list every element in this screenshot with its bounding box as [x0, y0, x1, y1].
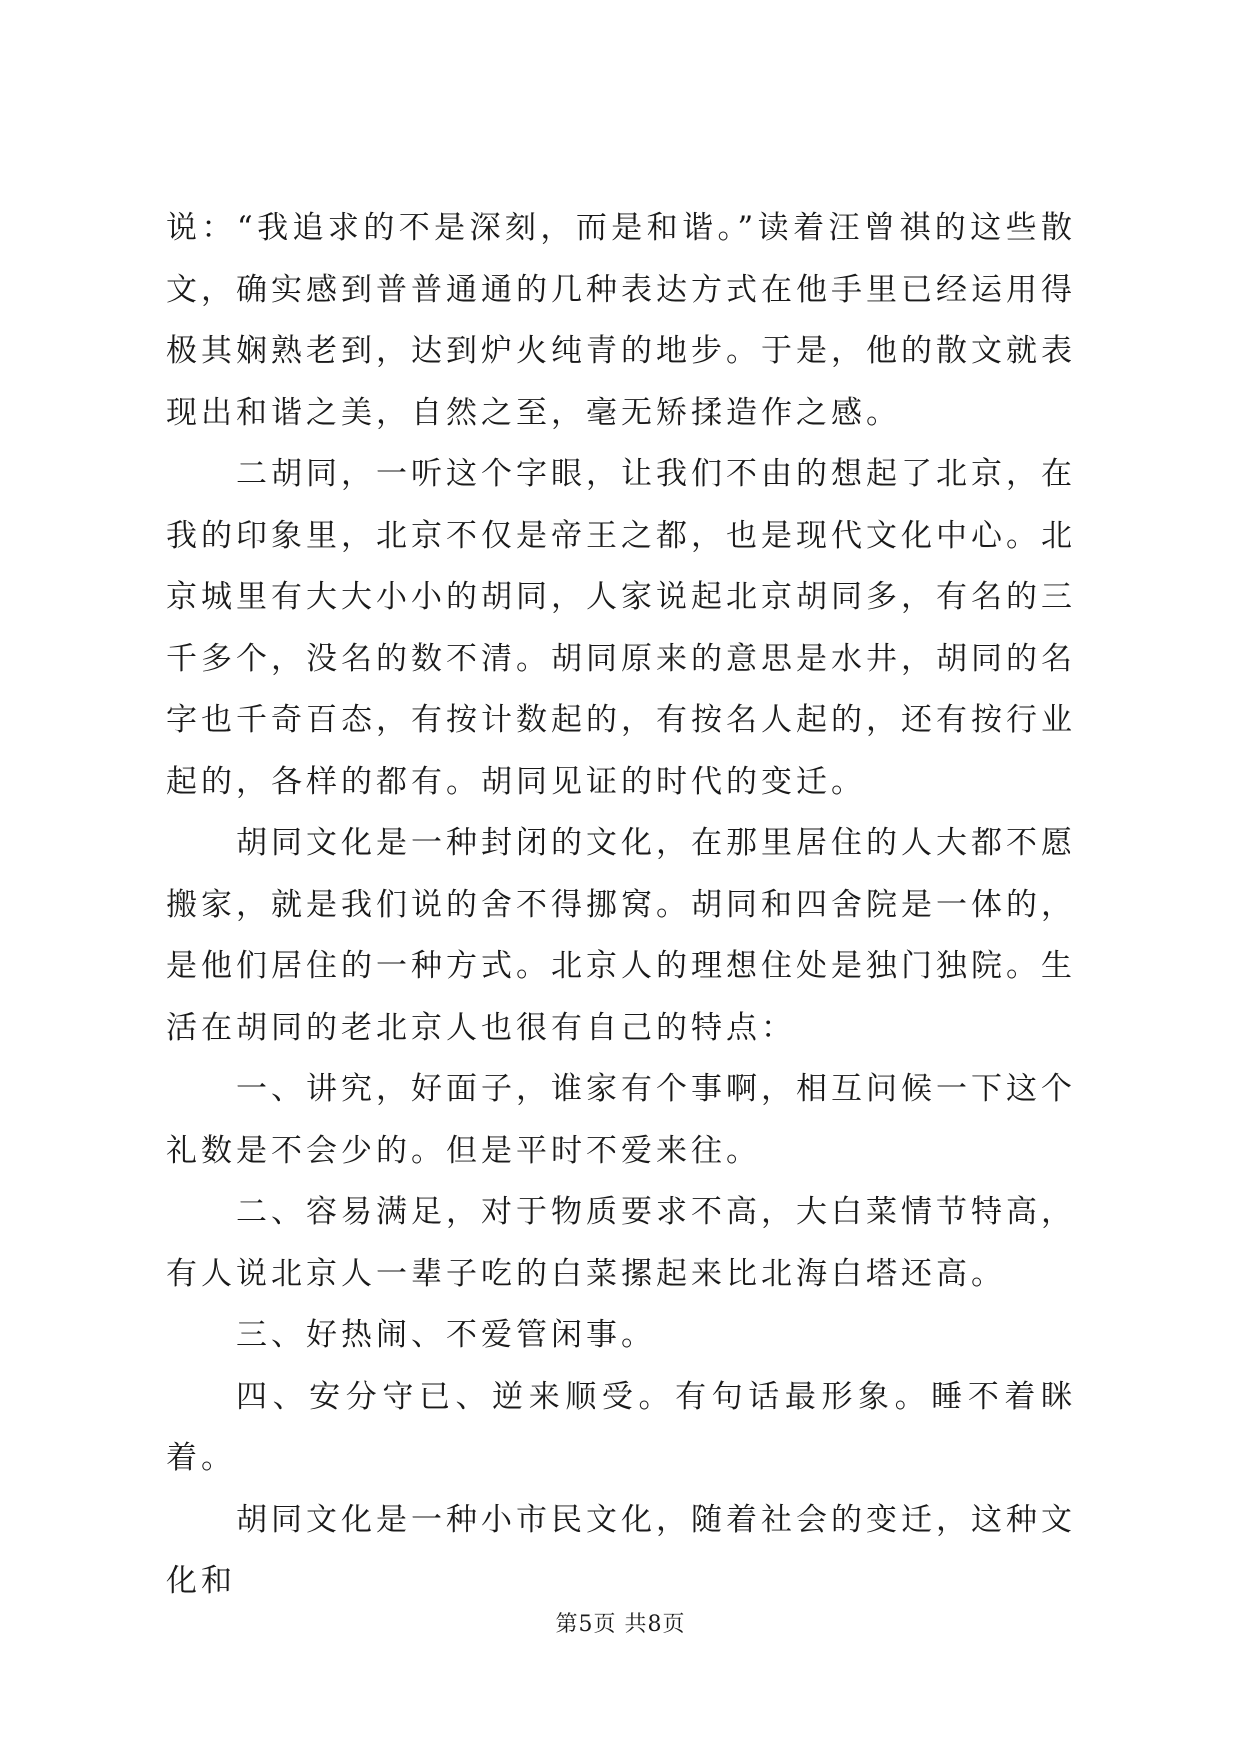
paragraph-1: 说：“我追求的不是深刻，而是和谐。”读着汪曾祺的这些散文，确实感到普普通通的几种表达方式在他手里已经运用得极其娴熟老到，达到炉火纯青的地步。于是，他的散文就表现出和谐之美，自然之至，毫无矫揉造作之感。 [166, 210, 1076, 431]
paragraph-3: 胡同文化是一种封闭的文化，在那里居住的人大都不愿搬家，就是我们说的舍不得挪窝。胡同和四舍院是一体的，是他们居住的一种方式。北京人的理想住处是独门独院。生活在胡同的老北京人也很有自己的特点： [166, 825, 1076, 1046]
paragraph-5: 二、容易满足，对于物质要求不高，大白菜情节特高，有人说北京人一辈子吃的白菜摞起来比北海白塔还高。 [166, 1194, 1076, 1292]
paragraph-2: 二胡同，一听这个字眼，让我们不由的想起了北京，在我的印象里，北京不仅是帝王之都，也是现代文化中心。北京城里有大大小小的胡同，人家说起北京胡同多，有名的三千多个，没名的数不清。胡同原来的意思是水井，胡同的名字也千奇百态，有按计数起的，有按名人起的，还有按行业起的，各样的都有。胡同见证的时代的变迁。 [166, 456, 1076, 800]
paragraph-7: 四、安分守已、逆来顺受。有句话最形象。睡不着眯着。 [166, 1378, 1076, 1476]
page-number-footer: 第5页 共8页 [555, 1612, 686, 1637]
paragraph-8: 胡同文化是一种小市民文化，随着社会的变迁，这种文化和 [166, 1501, 1076, 1599]
body-text [166, 198, 1076, 1613]
paragraph-6: 三、好热闹、不爱管闲事。 [236, 1317, 656, 1353]
paragraph-4: 一、讲究，好面子，谁家有个事啊，相互问候一下这个礼数是不会少的。但是平时不爱来往。 [166, 1071, 1076, 1169]
